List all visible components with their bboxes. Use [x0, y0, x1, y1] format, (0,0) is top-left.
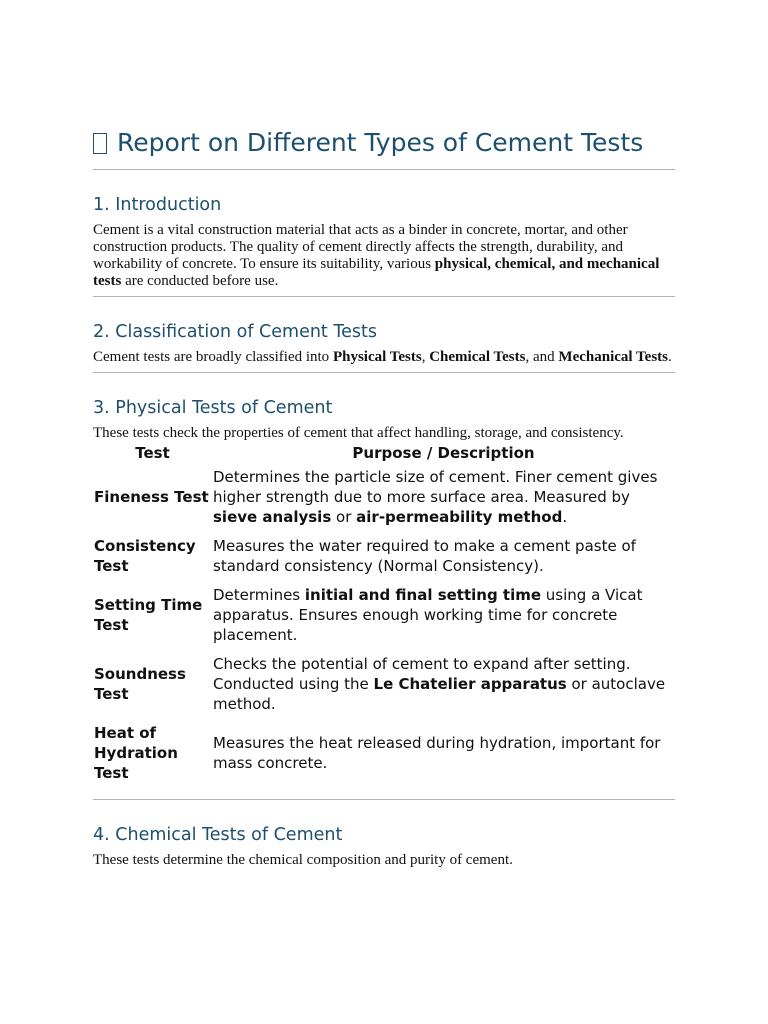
- test-name-cell: Fineness Test: [94, 488, 209, 506]
- intro-bold-text: physical, chemical, and mechanical tests: [93, 256, 660, 289]
- description-bold: initial and final setting time: [304, 586, 542, 604]
- description-text: or autoclave method.: [213, 675, 666, 713]
- description-cell: Measures the water required to make a cement paste of standard consistency (Normal Consistency).: [213, 537, 636, 575]
- description-text: Determines: [213, 586, 305, 604]
- section-heading-physical-tests: 3. Physical Tests of Cement: [93, 398, 333, 418]
- classification-paragraph: [93, 349, 675, 366]
- section-heading-classification: 2. Classification of Cement Tests: [93, 322, 377, 342]
- intro-text-end: are conducted before use.: [121, 273, 279, 289]
- description-text: Checks the potential of cement to expand after setting. Conducted using the: [213, 655, 631, 693]
- description-cell: [212, 582, 675, 651]
- mechanical-tests-label: Mechanical Tests: [558, 349, 668, 365]
- description-text: .: [562, 508, 568, 526]
- chemical-tests-intro: These tests determine the chemical composition and purity of cement.: [93, 852, 513, 868]
- page-title: [93, 125, 675, 161]
- test-name-cell: Soundness Test: [94, 665, 186, 703]
- section-heading-chemical-tests: 4. Chemical Tests of Cement: [93, 825, 343, 845]
- test-name-cell: Setting Time Test: [94, 596, 203, 634]
- section-heading-introduction: 1. Introduction: [93, 195, 222, 215]
- test-name-cell: Heat of Hydration Test: [94, 724, 178, 782]
- physical-tests-intro: These tests check the properties of cement that affect handling, storage, and consistency.: [93, 425, 624, 441]
- document-page: [93, 125, 675, 869]
- table-row: [93, 720, 675, 789]
- period: .: [668, 349, 672, 365]
- description-cell: [212, 464, 675, 533]
- description-text: Determines the particle size of cement. Finer cement gives higher strength due to more surface area. Measured by: [213, 468, 658, 506]
- introduction-paragraph: [93, 222, 675, 290]
- physical-tests-table: [93, 442, 675, 789]
- description-bold: air-permeability method: [356, 508, 563, 526]
- page-title-text: Report on Different Types of Cement Tests: [117, 128, 644, 157]
- column-header-purpose: Purpose / Description: [352, 444, 535, 462]
- description-cell: Measures the heat released during hydration, important for mass concrete.: [213, 734, 661, 772]
- description-text: or: [331, 508, 357, 526]
- table-row: [93, 464, 675, 533]
- table-row: [93, 582, 675, 651]
- separator: ,: [421, 349, 430, 365]
- separator: , and: [525, 349, 559, 365]
- physical-tests-label: Physical Tests: [332, 349, 422, 365]
- table-row: [93, 651, 675, 720]
- test-name-cell: Consistency Test: [94, 537, 196, 575]
- classification-text: Cement tests are broadly classified into: [93, 349, 333, 365]
- description-bold: Le Chatelier apparatus: [373, 675, 567, 693]
- column-header-test: Test: [135, 444, 170, 462]
- chemical-tests-label: Chemical Tests: [429, 349, 526, 365]
- intro-text: Cement is a vital construction material that acts as a binder in concrete, mortar, and other construction products. The quality of cement directly affects the strength, durability, and workability of concrete. To ensure its suitability, various: [93, 222, 628, 272]
- description-bold: sieve analysis: [213, 508, 332, 526]
- description-cell: [212, 651, 675, 720]
- missing-glyph-icon: [93, 133, 107, 154]
- description-text: using a Vicat apparatus. Ensures enough working time for concrete placement.: [213, 586, 643, 644]
- table-header-row: [93, 442, 675, 464]
- table-row: [93, 533, 675, 582]
